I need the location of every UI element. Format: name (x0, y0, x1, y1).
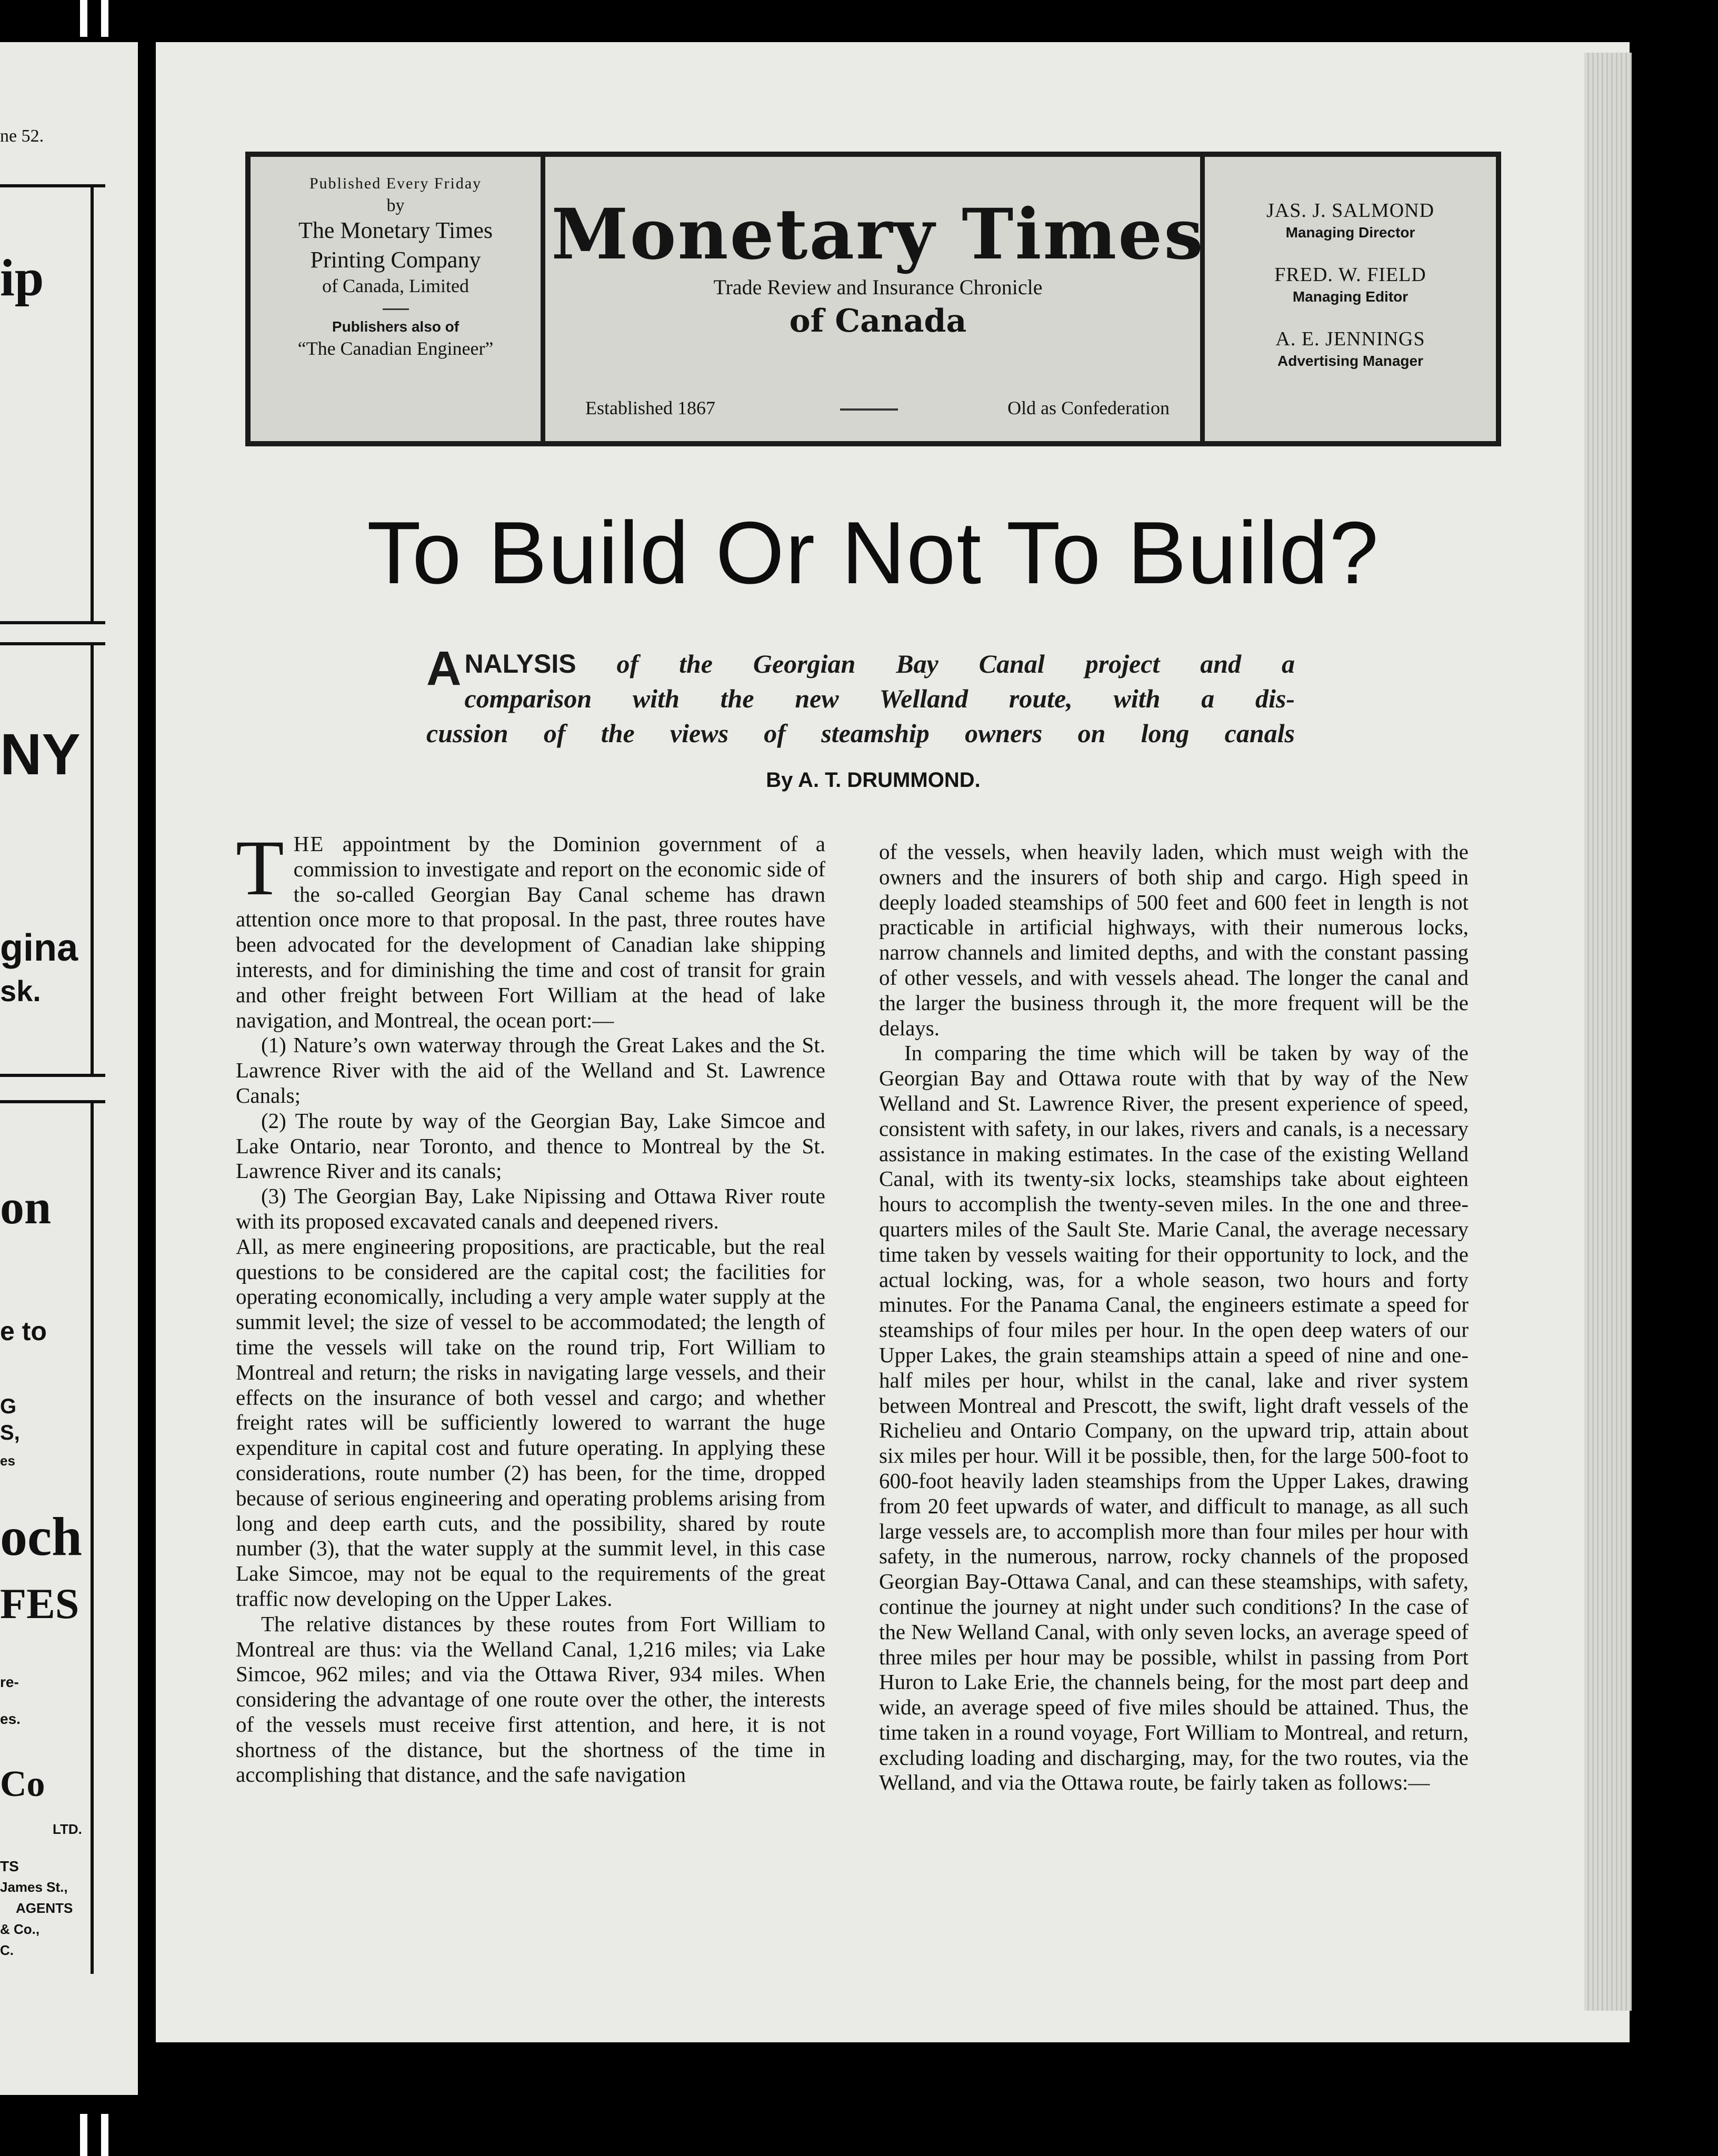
staff-name: JAS. J. SALMOND (1266, 199, 1435, 222)
publication-country: of Canada (789, 303, 967, 340)
staff-name: FRED. W. FIELD (1274, 264, 1426, 286)
left-frag: gina (0, 927, 78, 969)
masthead-staff-panel (1200, 157, 1496, 441)
left-frag: es. (0, 1711, 21, 1727)
paragraph-text: appointment by the Dominion government of a commission to investigate and report on the economic side of the so-called Georgian Bay Canal scheme has drawn attention once more to that proposal. In the past, three routes have been advocated for the development of Canadian lake shipping interests, and for diminishing the time and cost of transit for grain and other freight between Fort William at the head of lake navigation, and Montreal, the ocean port:— (236, 832, 825, 1032)
left-frag: sk. (0, 974, 41, 1007)
staff-name: A. E. JENNINGS (1275, 328, 1425, 350)
left-frag: e to (0, 1316, 47, 1346)
drop-cap: T (236, 824, 284, 912)
paragraph: (1) Nature’s own waterway through the Great Lakes and the St. Lawrence River with the aid of the Welland and St. Lawrence Canals; (236, 1033, 825, 1107)
left-frag: Co (0, 1764, 45, 1804)
staff-role: Managing Director (1285, 224, 1415, 241)
publisher-name-line: The Monetary Times (298, 217, 493, 243)
published-every-friday: Published Every Friday (309, 175, 482, 192)
left-frag: och (0, 1506, 82, 1567)
paragraph: In comparing the time which will be taken by way of the Georgian Bay and Ottawa route with that by way of the New Welland and St. Lawrence River, the present experience of speed, consistent with safety, in our lakes, rivers and canals, is a necessary assistance in making estimates. In the case of the existing Welland Canal, with its twenty-six locks, steamships take about eighteen hours to accomplish the twenty-seven miles. In the one and three-quarters miles of the Sault Ste. Marie Canal, the average necessary time taken by vessels waiting for their opportunity to lock, and the actual locking, was, for a whole season, two hours and forty minutes. For the Panama Canal, the engineers estimate a speed for steamships of four miles per hour. In the open deep waters of our Upper Lakes, the grain steamships attain a speed of nine and one-half miles per hour, whilst in the canal, lake and river system between Montreal and Prescott, the swift, light draft vessels of the Richelieu and Ontario Company, on the upward trip, attain about six miles per hour. Will it be possible, then, for the large 500-foot to 600-foot heavily laden steamships from the Upper Lakes, drawing from 20 feet upwards of water, and difficult to manage, as all such large vessels are, to accomplish more than four miles per hour with safety, in the numerous, narrow, rocky channels of the proposed Georgian Bay-Ottawa Canal, and can these steamships, with safety, continue the journey at night under such conditions? In the case of the New Welland Canal, with only seven locks, an average speed of three miles per hour may be possible, whilst in passing from Port Huron to Lake Erie, the channels being, for the most part deep and wide, an average speed of five miles should be attained. Thus, the time taken in a round voyage, Fort William to Montreal, and return, excluding loading and discharging, may, for the two routes, via the Welland, and via the Ottawa route, be fairly taken as follows:— (879, 1041, 1469, 1795)
deck-line: comparison with the new Welland route, with a dis- (464, 684, 1295, 713)
paragraph: The relative distances by these routes from Fort William to Montreal are thus: via the Welland Canal, 1,216 miles; via Lake Simcoe, 962 miles; and via the Ottawa River, 934 miles. When considering the advantage of one route over the other, the interests of the vessels must receive first attention, and here, it is not shortness of the distance, but the shortness of the time in accomplishing that distance, and the safe navigation (236, 1611, 825, 1787)
publication-subtitle: Trade Review and Insurance Chronicle (713, 275, 1043, 299)
publication-title: Monetary Times (551, 194, 1205, 275)
left-frag: S, (0, 1421, 20, 1444)
left-frag: es (0, 1453, 15, 1469)
left-vline (91, 1100, 94, 1974)
masthead (245, 152, 1501, 446)
left-frag: James St., (0, 1879, 68, 1895)
published-by: by (386, 196, 405, 215)
divider (840, 408, 898, 411)
paragraph: All, as mere engineering propositions, are practicable, but the real questions to be considered are the capital cost; the facilities for operating economically, including a very ample water supply at the summit level; the size of vessel to be accommodated; the length of time the vessels will take on the round trip, Fort William to Montreal and return; the risks in navigating large vessels, and their effects on the insurance of both vessel and cargo; and whether freight rates will be sufficiently lowered to warrant the huge expenditure in capital cost and future operating. In applying these considerations, route number (2) has been, for the time, dropped because of serious engineering and operating problems arising from long and deep earth cuts, and the possibility, shared by route number (3), that the water supply at the summit level, in this case Lake Simcoe, may not be equal to the requirements of the great traffic now developing on the Upper Lakes. (236, 1234, 825, 1611)
article-headline: To Build Or Not To Build? (367, 503, 1380, 602)
left-frag: NY (0, 722, 81, 787)
first-word-rest: HE (293, 832, 325, 856)
left-vline (91, 642, 94, 1074)
previous-page-edge (0, 42, 138, 2095)
left-vline (91, 184, 94, 621)
masthead-title-panel (545, 157, 1211, 441)
masthead-publisher-panel (251, 157, 545, 441)
publisher-name-line: Printing Company (310, 247, 481, 273)
deck-line: cussion of the views of steamship owners on long canals (426, 718, 1295, 748)
left-frag: G (0, 1395, 17, 1418)
left-rule (0, 1074, 105, 1077)
left-frag: on (0, 1180, 52, 1234)
deck-initial: A (426, 642, 462, 695)
article-byline: By A. T. DRUMMOND. (766, 768, 981, 792)
deck-line-text: of the Georgian Bay Canal project and a (576, 649, 1295, 678)
paragraph (236, 824, 825, 1033)
sister-publication: “The Canadian Engineer” (297, 338, 494, 359)
left-frag: ip (0, 248, 44, 307)
left-frag: LTD. (53, 1821, 82, 1837)
left-frag: C. (0, 1942, 14, 1958)
deck-line (426, 646, 1295, 681)
left-frag: FES (0, 1580, 79, 1628)
paragraph: (2) The route by way of the Georgian Bay, Lake Simcoe and Lake Ontario, near Toronto, and thence to Montreal by the St. Lawrence River and its canals; (236, 1108, 825, 1183)
paragraph: of the vessels, when heavily laden, which must weigh with the owners and the insurers of both ship and cargo. High speed in deeply loaded steamships of 500 feet and 600 feet in length is not practicable in artificial highways, with their numerous locks, narrow channels and limited depths, and with the constant passing of other vessels, and with vessels ahead. The longer the canal and the larger the business through it, the more frequent will be the delays. (879, 840, 1469, 1040)
left-rule (0, 184, 105, 187)
left-rule (0, 642, 105, 645)
article-column-right (879, 840, 1469, 1795)
left-frag: re- (0, 1674, 19, 1690)
left-frag: & Co., (0, 1921, 40, 1937)
article-deck (426, 642, 1295, 751)
left-frag-page-number: ne 52. (0, 126, 44, 146)
deck-lead-word: NALYSIS (464, 649, 576, 678)
page-stack-edge (1584, 53, 1632, 2011)
paragraph: (3) The Georgian Bay, Lake Nipissing and Ottawa River route with its proposed excavated canals and deepened rivers. (236, 1184, 825, 1233)
publisher-name-line: of Canada, Limited (322, 275, 469, 296)
publishers-also-label: Publishers also of (332, 318, 460, 335)
article-column-left (236, 824, 825, 1788)
left-frag: TS (0, 1858, 19, 1874)
divider (383, 308, 409, 310)
staff-role: Advertising Manager (1277, 353, 1423, 369)
motto: Old as Confederation (1007, 397, 1170, 418)
staff-role: Managing Editor (1292, 288, 1409, 305)
left-frag: AGENTS (16, 1900, 73, 1916)
left-rule (0, 1100, 105, 1103)
left-rule (0, 621, 105, 624)
established-year: Established 1867 (585, 397, 715, 418)
